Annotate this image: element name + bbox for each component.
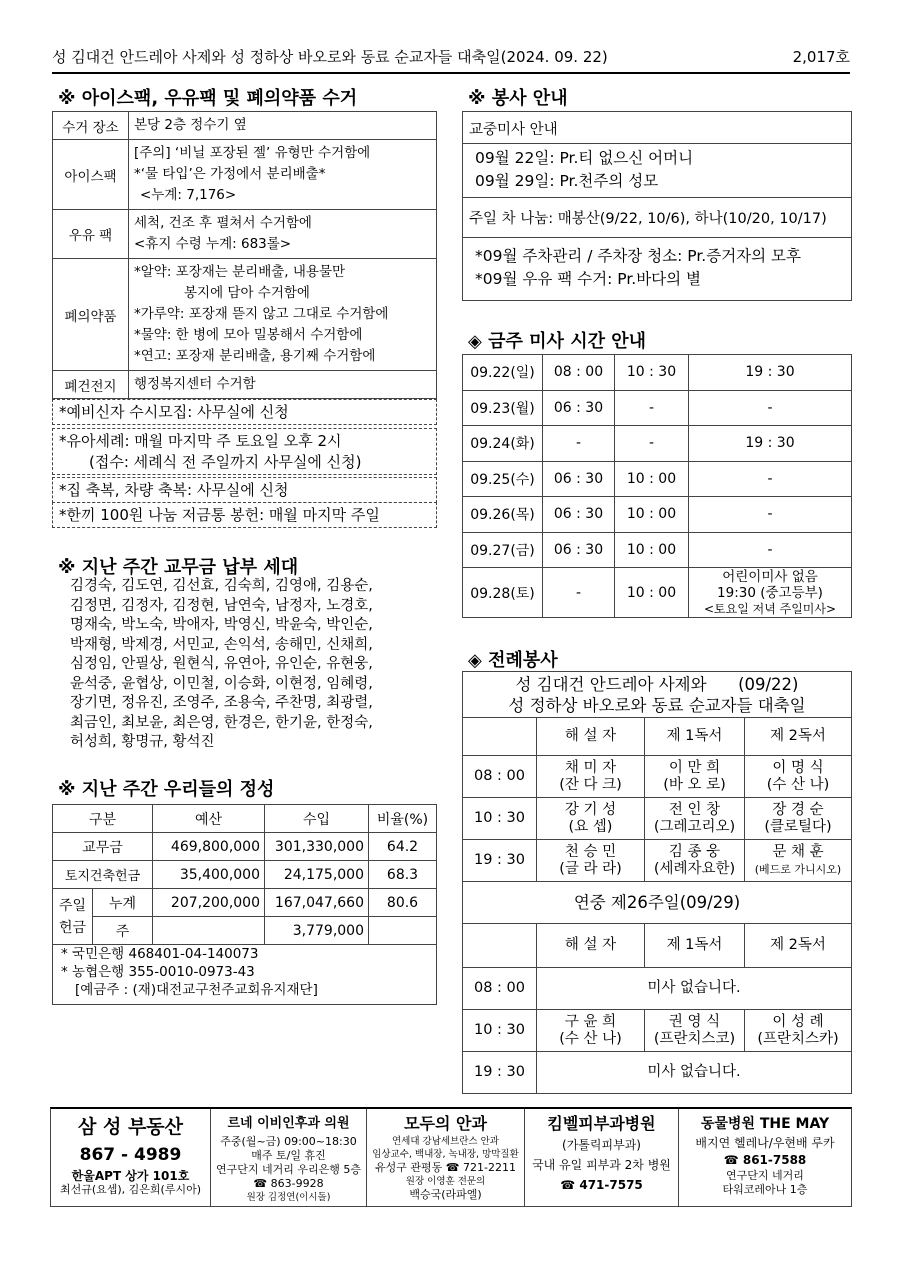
duty-line: *09월 우유 팩 수거: Pr.바다의 별: [475, 270, 702, 288]
notice-text: *예비신자 수시모집: 사무실에 신청: [59, 403, 289, 421]
week1-date: (09/22): [738, 674, 799, 694]
date-cell: 09.22(일): [463, 355, 543, 391]
column-header: 수입: [265, 805, 369, 833]
table-row: [463, 568, 852, 618]
table-row: [463, 968, 852, 1010]
reader1-cell: [645, 756, 745, 798]
table-row: [463, 390, 852, 426]
empty-cell: [463, 718, 537, 756]
table-row: [463, 672, 852, 718]
donor-line: 김정면, 김정자, 김정현, 남연숙, 남정자, 노경호,: [70, 597, 373, 614]
offering-heading: ※ 지난 주간 우리들의 정성: [58, 779, 275, 800]
donor-line: 최금인, 최보윤, 최은영, 한경은, 한기윤, 한정숙,: [70, 714, 373, 731]
person-name: 권 영 식: [668, 1013, 721, 1030]
time-cell: 19 : 30: [689, 426, 852, 462]
notice-box: [52, 477, 437, 503]
person-baptismal: (글 라 라): [559, 860, 622, 877]
notice-text: (접수: 세례식 전 주일까지 사무실에 신청): [89, 453, 362, 471]
notice-text: *집 축복, 차량 축복: 사무실에 신청: [59, 481, 289, 499]
liturgy-table: [462, 671, 852, 1094]
person-baptismal: (프란치스카): [757, 1030, 839, 1047]
column-header: 제 2독서: [745, 924, 852, 968]
ad-ent-clinic: [211, 1109, 367, 1206]
person-name: 채 미 자: [564, 759, 617, 776]
donor-list: [70, 577, 430, 753]
time-cell: -: [689, 390, 852, 426]
row-label: 주일 헌금: [53, 889, 93, 945]
ad-line: 국내 유일 피부과 2차 병원: [532, 1158, 671, 1172]
person-baptismal: (잔 다 크): [559, 776, 622, 793]
week1-title-line: [463, 674, 851, 695]
budget-cell: 469,800,000: [153, 833, 265, 861]
time-cell: 19 : 30: [463, 840, 537, 882]
time-cell: 10 : 00: [615, 568, 689, 618]
recycle-key: 우유 팩: [53, 210, 129, 259]
ad-line: 타워코레아나 1층: [722, 1183, 808, 1196]
income-cell: 3,779,000: [265, 917, 369, 945]
time-cell: 06 : 30: [543, 497, 615, 533]
time-cell: 08 : 00: [543, 355, 615, 391]
recycle-line: <휴지 수령 누계: 683롤>: [134, 236, 292, 252]
commentator-cell: [537, 1010, 645, 1052]
recycle-line: 봉지에 담아 수거함에: [184, 285, 310, 301]
table-row: [53, 833, 437, 861]
table-row: [463, 355, 852, 391]
recycle-line: [주의] ‘비닐 포장된 젤’ 유형만 수거함에: [134, 145, 371, 161]
row-label: 토지건축헌금: [53, 861, 153, 889]
mass-schedule: [463, 144, 851, 198]
column-header: 제 1독서: [645, 924, 745, 968]
person-baptismal: (요 셉): [568, 818, 613, 835]
time-cell: -: [615, 390, 689, 426]
table-row: [463, 924, 852, 968]
income-cell: 24,175,000: [265, 861, 369, 889]
ad-line: 배지연 헬레나/우현배 루카: [695, 1136, 835, 1150]
ad-line: 백승국(라파엘): [409, 1188, 482, 1201]
ad-name: 삼 성 부동산: [78, 1116, 183, 1138]
duty-list: [463, 238, 851, 298]
mass-line: 09월 29일: Pr.천주의 성모: [475, 172, 659, 190]
column-header: 예산: [153, 805, 265, 833]
ad-dermatology: [525, 1109, 679, 1206]
mass-title: 교중미사 안내: [463, 112, 851, 144]
ad-name: 킴벨피부과병원: [547, 1114, 656, 1133]
ad-line: (가톨릭피부과): [562, 1138, 641, 1152]
ad-line: 원장 이영훈 전문의: [405, 1176, 486, 1187]
reader1-cell: [645, 798, 745, 840]
date-cell: 09.25(수): [463, 461, 543, 497]
time-cell: 10 : 30: [615, 355, 689, 391]
ad-name: 르네 이비인후과 의원: [227, 1116, 350, 1131]
person-baptismal: (바 오 로): [663, 776, 726, 793]
person-baptismal: (수 산 나): [766, 776, 830, 793]
service-box: [462, 111, 852, 301]
time-cell: 10 : 00: [615, 532, 689, 568]
liturgy-week1-title: [463, 672, 852, 718]
time-cell: 10 : 30: [463, 798, 537, 840]
person-baptismal: (클로틸다): [764, 818, 832, 835]
row-label: 주: [93, 917, 153, 945]
mass-line: 09월 22일: Pr.티 없으신 어머니: [475, 149, 694, 167]
date-cell: 09.23(월): [463, 390, 543, 426]
liturgy-week2-title: 연중 제26주일(09/29): [463, 882, 852, 924]
commentator-cell: [537, 756, 645, 798]
date-cell: 09.27(금): [463, 532, 543, 568]
advertisements: [50, 1107, 852, 1207]
duty-line: *09월 주차관리 / 주차장 청소: Pr.증거자의 모후: [475, 247, 801, 265]
bulletin-title: 성 김대건 안드레아 사제와 성 정하상 바오로와 동료 순교자들 대축일(2024. 09. 22): [52, 48, 608, 66]
donor-line: 윤석중, 윤협상, 이민철, 이승화, 이현정, 임혜령,: [70, 675, 373, 692]
person-baptismal: (프란치스코): [653, 1030, 736, 1047]
time-cell: 10 : 00: [615, 497, 689, 533]
saturday-note: [689, 568, 852, 618]
ad-line: 원장 김정연(이시돌): [246, 1192, 331, 1203]
note-line: <토요일 저녁 주일미사>: [703, 601, 837, 616]
column-header: 구분: [53, 805, 153, 833]
time-cell: 10 : 00: [615, 461, 689, 497]
recycle-key: 폐건전지: [53, 371, 129, 399]
person-name: 이 성 례: [772, 1013, 824, 1030]
table-row: [463, 461, 852, 497]
ad-line: 주중(월~금) 09:00~18:30: [220, 1135, 357, 1148]
ratio-cell: 64.2: [369, 833, 437, 861]
ad-line: 임상교수, 백내장, 녹내장, 망막질환: [372, 1149, 519, 1160]
recycle-table: [52, 111, 437, 399]
donor-line: 명재숙, 박노숙, 박애자, 박영신, 박윤숙, 박인순,: [70, 617, 373, 633]
ad-phone: 867 - 4989: [79, 1145, 182, 1165]
table-row: [53, 805, 437, 833]
ad-line: ☎ 863-9928: [253, 1177, 324, 1190]
time-cell: -: [689, 497, 852, 533]
time-cell: -: [689, 461, 852, 497]
income-cell: 301,330,000: [265, 833, 369, 861]
time-cell: 10 : 30: [463, 1010, 537, 1052]
time-cell: 06 : 30: [543, 390, 615, 426]
person-baptismal: (수 산 나): [559, 1030, 622, 1047]
person-name: 이 명 식: [772, 759, 824, 776]
recycle-line: 세척, 건조 후 펼쳐서 수거함에: [134, 215, 312, 231]
recycle-line: *가루약: 포장재 뜯지 않고 그대로 수거함에: [134, 306, 389, 322]
column-header: 제 2독서: [745, 718, 852, 756]
person-name: 이 만 희: [668, 759, 721, 776]
reader2-cell: [745, 1010, 852, 1052]
mass-times-heading: ◈ 금주 미사 시간 안내: [468, 331, 647, 352]
budget-cell: 35,400,000: [153, 861, 265, 889]
recycle-value: [129, 140, 437, 210]
notice-box: [52, 428, 437, 475]
table-row: [53, 210, 437, 259]
donor-line: 장기면, 정유진, 조영주, 조용숙, 주찬명, 최광렬,: [70, 695, 373, 711]
recycle-value: [129, 210, 437, 259]
ad-name: 동물병원 THE MAY: [700, 1116, 830, 1132]
recycle-key: 아이스팩: [53, 140, 129, 210]
person-name: 장 경 순: [772, 801, 824, 818]
note-line: 어린이미사 없음: [722, 568, 818, 585]
ad-line: 연구단지 네거리 우리은행 5층: [216, 1163, 361, 1176]
reader2-cell: [745, 756, 852, 798]
ad-eye-clinic: [367, 1109, 525, 1206]
time-cell: 06 : 30: [543, 532, 615, 568]
commentator-cell: [537, 798, 645, 840]
notice-text: *한끼 100원 나눔 저금통 봉헌: 매월 마지막 주일: [59, 506, 380, 524]
donor-line: 심정임, 안필상, 원현식, 유연아, 유인순, 유현웅,: [70, 656, 373, 672]
ad-line: 매주 토/일 휴진: [251, 1149, 326, 1162]
ad-realestate: [51, 1109, 211, 1206]
table-row: [463, 1052, 852, 1094]
time-cell: -: [689, 532, 852, 568]
week1-title-text: 성 김대건 안드레아 사제와: [515, 674, 707, 694]
note-line: 19:30 (중고등부): [717, 584, 823, 601]
recycle-value: [129, 259, 437, 371]
recycle-heading: ※ 아이스팩, 우유팩 및 폐의약품 수거: [58, 88, 358, 109]
table-row: [463, 718, 852, 756]
bank-line: [예금주 : (재)대전교구천주교회유지재단]: [75, 982, 318, 998]
notice-text: *유아세례: 매월 마지막 주 토요일 오후 2시: [59, 432, 342, 450]
table-row: [53, 861, 437, 889]
time-cell: 19 : 30: [689, 355, 852, 391]
time-cell: 06 : 30: [543, 461, 615, 497]
row-label: 누계: [93, 889, 153, 917]
share-text: 주일 차 나눔: 매봉산(9/22, 10/6), 하나(10/20, 10/17): [463, 198, 851, 238]
recycle-line: *‘물 타입’은 가정에서 분리배출*: [134, 166, 326, 182]
ad-line: 최선규(요셉), 김은희(루시아): [59, 1183, 202, 1196]
donor-line: 허성희, 황명규, 황석진: [70, 734, 215, 750]
donor-line: 박재형, 박제경, 서민교, 손익석, 송해민, 신채희,: [70, 636, 373, 653]
table-row: [463, 497, 852, 533]
reader2-cell: [745, 840, 852, 882]
reader1-cell: [645, 1010, 745, 1052]
ratio-cell: 80.6: [369, 889, 437, 917]
column-header: 해 설 자: [537, 718, 645, 756]
table-row: [463, 798, 852, 840]
commentator-cell: [537, 840, 645, 882]
person-baptismal: (그레고리오): [653, 818, 736, 835]
ad-line: 한울APT 상가 101호: [71, 1169, 190, 1183]
table-row: [463, 532, 852, 568]
notice-box: [52, 399, 437, 425]
empty-cell: [463, 924, 537, 968]
recycle-line: <누계: 7,176>: [140, 187, 237, 203]
person-baptismal: (베드로 가니시오): [754, 862, 842, 876]
ad-line: 연세대 강남세브란스 안과: [392, 1136, 499, 1147]
person-baptismal: (세례자요한): [653, 860, 736, 877]
no-mass-cell: 미사 없습니다.: [537, 968, 852, 1010]
ad-line: 연구단지 네거리: [726, 1169, 804, 1182]
table-row: [53, 371, 437, 399]
date-cell: 09.26(목): [463, 497, 543, 533]
recycle-line: *알약: 포장재는 분리배출, 내용물만: [134, 264, 346, 280]
table-row: [53, 112, 437, 140]
person-name: 전 인 창: [668, 801, 721, 818]
time-cell: 08 : 00: [463, 756, 537, 798]
row-label: 교무금: [53, 833, 153, 861]
reader2-cell: [745, 798, 852, 840]
mass-times-table: [462, 354, 852, 618]
date-cell: 09.28(토): [463, 568, 543, 618]
service-heading: ※ 봉사 안내: [468, 88, 568, 109]
time-cell: -: [543, 568, 615, 618]
donors-heading: ※ 지난 주간 교무금 납부 세대: [58, 557, 299, 578]
bank-line: * 국민은행 468401-04-140073: [61, 946, 259, 962]
no-mass-cell: 미사 없습니다.: [537, 1052, 852, 1094]
recycle-value: 행정복지센터 수거함: [129, 371, 437, 399]
liturgy-heading: ◈ 전례봉사: [468, 650, 558, 671]
table-row: [463, 756, 852, 798]
column-header: 비율(%): [369, 805, 437, 833]
person-name: 김 종 웅: [668, 843, 721, 860]
week1-title-line: 성 정하상 바오로와 동료 순교자들 대축일: [508, 695, 806, 715]
page-header: [52, 46, 850, 67]
column-header: 제 1독서: [645, 718, 745, 756]
ad-line: 유성구 관평동 ☎ 721-2211: [375, 1161, 516, 1174]
recycle-key: 폐의약품: [53, 259, 129, 371]
donor-line: 김경숙, 김도연, 김선효, 김숙희, 김영애, 김용순,: [70, 578, 373, 594]
issue-number: 2,017호: [792, 48, 850, 66]
bank-line: * 농협은행 355-0010-0973-43: [61, 964, 255, 980]
bank-info: [52, 941, 437, 1005]
person-name: 문 채 훈: [772, 843, 824, 860]
notice-box: [52, 502, 437, 528]
recycle-key: 수거 장소: [53, 112, 129, 140]
person-name: 천 승 민: [564, 843, 617, 860]
table-row: [53, 259, 437, 371]
ad-line: ☎ 471-7575: [560, 1178, 643, 1192]
ad-animal-hospital: [679, 1109, 851, 1206]
recycle-line: *연고: 포장재 분리배출, 용기째 수거함에: [134, 348, 376, 364]
recycle-line: *물약: 한 병에 모아 밀봉해서 수거함에: [134, 327, 363, 343]
budget-cell: 207,200,000: [153, 889, 265, 917]
person-name: 강 기 성: [564, 801, 617, 818]
table-row: [463, 1010, 852, 1052]
column-header: 해 설 자: [537, 924, 645, 968]
person-name: 구 윤 희: [564, 1013, 617, 1030]
time-cell: -: [615, 426, 689, 462]
ratio-cell: 68.3: [369, 861, 437, 889]
table-row: [53, 140, 437, 210]
time-cell: 08 : 00: [463, 968, 537, 1010]
date-cell: 09.24(화): [463, 426, 543, 462]
header-divider: [52, 72, 850, 74]
offering-table: [52, 804, 437, 945]
ad-name: 모두의 안과: [404, 1114, 487, 1133]
time-cell: 19 : 30: [463, 1052, 537, 1094]
table-row: [53, 889, 437, 917]
reader1-cell: [645, 840, 745, 882]
table-row: [463, 426, 852, 462]
ad-line: ☎ 861-7588: [723, 1153, 807, 1167]
time-cell: -: [543, 426, 615, 462]
table-row: [463, 840, 852, 882]
income-cell: 167,047,660: [265, 889, 369, 917]
recycle-value: 본당 2층 정수기 옆: [129, 112, 437, 140]
table-row: [463, 882, 852, 924]
